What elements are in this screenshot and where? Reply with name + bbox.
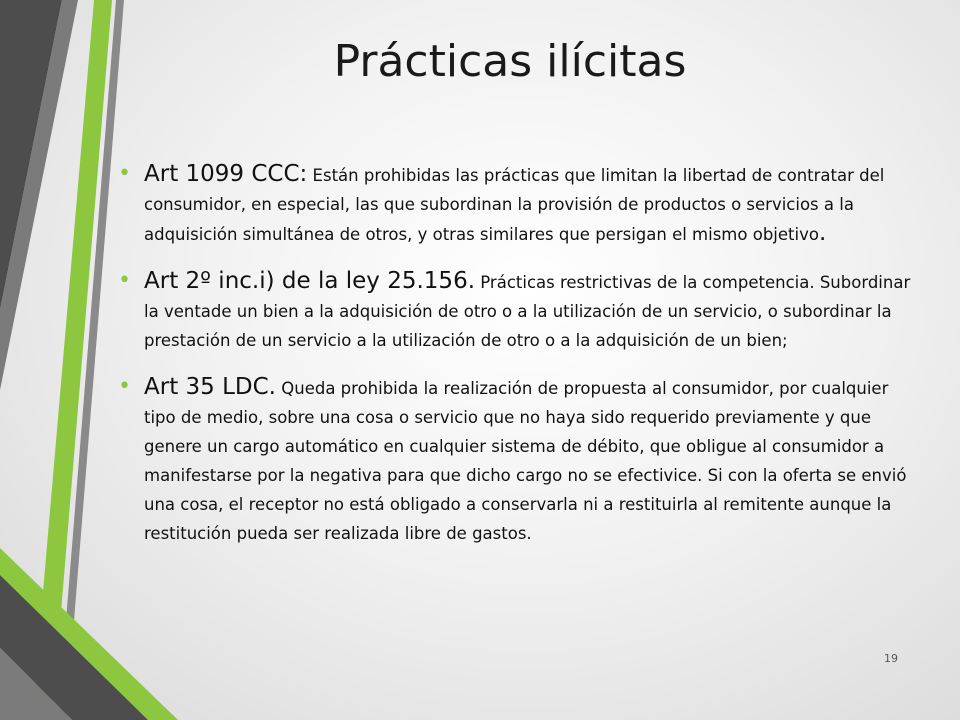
bullet-lead: Art 35 LDC. [144,374,276,400]
bullet-item [118,373,918,548]
bullet-tail: . [818,220,827,246]
bullet-item [118,160,918,249]
bullet-lead: Art 2º inc.i) de la ley 25.156. [144,268,476,294]
bullet-dot-icon: • [118,161,131,186]
bullet-dot-icon: • [118,268,131,293]
bullet-item [118,267,918,355]
bullet-lead: Art 1099 CCC: [144,161,308,187]
slide-title: Prácticas ilícitas [333,36,687,87]
bullet-text: Prácticas restrictivas de la competencia. Subordinar la ventade un bien a la adquisición de otro o a la utilización de un servicio, o subordinar la prestación de un servicio a la utilización de otro o a la adquisición de un bien; [144,273,911,350]
bullet-text: Están prohibidas las prácticas que limitan la libertad de contratar del consumidor, en especial, las que subordinan la provisión de productos o servicios a la adquisición simultánea de otros, y otras similares que persigan el mismo objetivo [144,166,885,244]
page-number: 19 [884,652,898,665]
bullet-list [118,160,918,566]
bullet-dot-icon: • [118,374,131,399]
bullet-text: Queda prohibida la realización de propuesta al consumidor, por cualquier tipo de medio, sobre una cosa o servicio que no haya sido requerido previamente y que genere un cargo automático en cualquier sistema de débito, que obligue al consumidor a manifestarse por la negativa para que dicho cargo no se efectivice. Si con la oferta se envió una cosa, el receptor no está obligado a conservarla ni a restituirla al remitente aunque la restitución pueda ser realizada libre de gastos. [144,379,907,543]
